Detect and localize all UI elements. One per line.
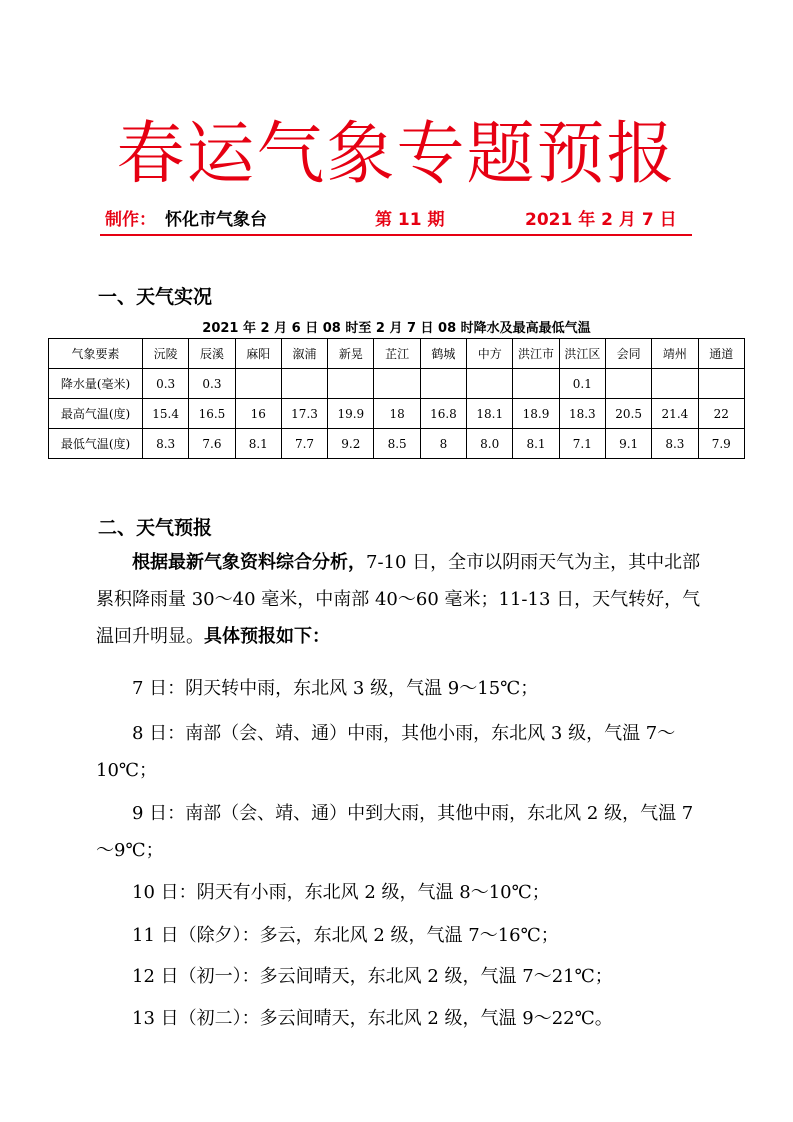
- forecast-day: [96, 670, 704, 707]
- table-cell: 21.4: [652, 399, 698, 429]
- issue-line: [105, 203, 690, 231]
- table-cell: 9.1: [605, 429, 651, 459]
- forecast-day-text: 10 日：阴天有小雨，东北风 2 级，气温 8～10℃；: [132, 882, 550, 903]
- forecast-day: [96, 958, 704, 995]
- forecast-day-text: 11 日（除夕）：多云，东北风 2 级，气温 7～16℃；: [132, 925, 559, 946]
- forecast-day: [96, 874, 704, 911]
- table-header-cell: 洪江市: [513, 339, 559, 369]
- table-cell: [467, 369, 513, 399]
- table-header-cell: 通道: [698, 339, 744, 369]
- table-cell: 15.4: [143, 399, 189, 429]
- table-cell: [513, 369, 559, 399]
- table-row-precipitation: [49, 369, 745, 399]
- table-cell: 18.1: [467, 399, 513, 429]
- forecast-day: [96, 1000, 704, 1037]
- issue-date: 2021 年 2 月 7 日: [525, 210, 677, 230]
- forecast-day-text: 9 日：南部（会、靖、通）中到大雨，其他中雨，东北风 2 级，气温 7～9℃；: [96, 803, 694, 861]
- table-cell: 18: [374, 399, 420, 429]
- table-header-cell: 会同: [605, 339, 651, 369]
- table-cell: 8.1: [513, 429, 559, 459]
- table-cell: 8.5: [374, 429, 420, 459]
- table-cell: 22: [698, 399, 744, 429]
- table-cell: 0.3: [143, 369, 189, 399]
- forecast-day: [96, 795, 704, 869]
- table-cell: 16.5: [189, 399, 235, 429]
- table-cell: [652, 369, 698, 399]
- table-cell: 8.0: [467, 429, 513, 459]
- table-cell: 8.3: [143, 429, 189, 459]
- issue-number: 第 11 期: [375, 210, 445, 230]
- forecast-day: [96, 715, 704, 789]
- table-row-max-temp: [49, 399, 745, 429]
- table-cell: 18.3: [559, 399, 605, 429]
- table-row-min-temp: [49, 429, 745, 459]
- table-cell: 7.9: [698, 429, 744, 459]
- table-cell: 0.3: [189, 369, 235, 399]
- header-divider: [100, 234, 692, 236]
- table-cell: 7.7: [281, 429, 327, 459]
- table-cell: 最低气温(度): [49, 429, 143, 459]
- table-cell: 8.1: [235, 429, 281, 459]
- table-header-cell: 中方: [467, 339, 513, 369]
- maker-label: 制作：: [105, 210, 156, 230]
- summary-text: 7-10 日，全市以阴雨天气为主，其中北部累积降雨量 30～40 毫米，中南部 40～60 毫米；11-13 日，天气转好，气温回升明显。: [96, 552, 701, 647]
- table-header-cell: 辰溪: [189, 339, 235, 369]
- maker-org: 怀化市气象台: [165, 210, 267, 230]
- table-cell: 16.8: [420, 399, 466, 429]
- forecast-day-text: 8 日：南部（会、靖、通）中雨，其他小雨，东北风 3 级，气温 7～10℃；: [96, 723, 676, 781]
- table-cell: 9.2: [328, 429, 374, 459]
- section2-heading: 二、天气预报: [98, 517, 213, 539]
- table-cell: 19.9: [328, 399, 374, 429]
- table-cell: [698, 369, 744, 399]
- summary-tail: 具体预报如下：: [204, 626, 330, 647]
- table-cell: 20.5: [605, 399, 651, 429]
- table-cell: [235, 369, 281, 399]
- table-cell: [328, 369, 374, 399]
- table-header-cell: 溆浦: [281, 339, 327, 369]
- table-caption: 2021 年 2 月 6 日 08 时至 2 月 7 日 08 时降水及最高最低气温: [202, 321, 591, 336]
- table-cell: [605, 369, 651, 399]
- table-cell: 0.1: [559, 369, 605, 399]
- table-cell: [420, 369, 466, 399]
- forecast-day-text: 7 日：阴天转中雨，东北风 3 级，气温 9～15℃；: [132, 678, 539, 699]
- table-header-cell: 麻阳: [235, 339, 281, 369]
- table-cell: 7.6: [189, 429, 235, 459]
- table-header-cell: 靖州: [652, 339, 698, 369]
- section1-heading: 一、天气实况: [98, 286, 213, 308]
- table-cell: 降水量(毫米): [49, 369, 143, 399]
- forecast-day: [96, 917, 704, 954]
- forecast-summary: [96, 544, 704, 655]
- table-cell: 最高气温(度): [49, 399, 143, 429]
- table-cell: 8: [420, 429, 466, 459]
- page-title: 春运气象专题预报: [116, 115, 677, 194]
- forecast-day-text: 13 日（初二）：多云间晴天，东北风 2 级，气温 9～22℃。: [132, 1008, 613, 1029]
- table-header-cell: 芷江: [374, 339, 420, 369]
- forecast-day-text: 12 日（初一）：多云间晴天，东北风 2 级，气温 7～21℃；: [132, 966, 613, 987]
- table-cell: [281, 369, 327, 399]
- table-cell: [374, 369, 420, 399]
- table-header-cell: 新晃: [328, 339, 374, 369]
- table-header-cell: 洪江区: [559, 339, 605, 369]
- table-cell: 17.3: [281, 399, 327, 429]
- table-cell: 16: [235, 399, 281, 429]
- table-header-cell: 鹤城: [420, 339, 466, 369]
- summary-lead: 根据最新气象资料综合分析，: [132, 552, 366, 573]
- table-cell: 8.3: [652, 429, 698, 459]
- observation-table: [48, 338, 745, 459]
- table-header-cell: 沅陵: [143, 339, 189, 369]
- table-header-cell: 气象要素: [49, 339, 143, 369]
- table-header-row: [49, 339, 745, 369]
- table-cell: 18.9: [513, 399, 559, 429]
- table-cell: 7.1: [559, 429, 605, 459]
